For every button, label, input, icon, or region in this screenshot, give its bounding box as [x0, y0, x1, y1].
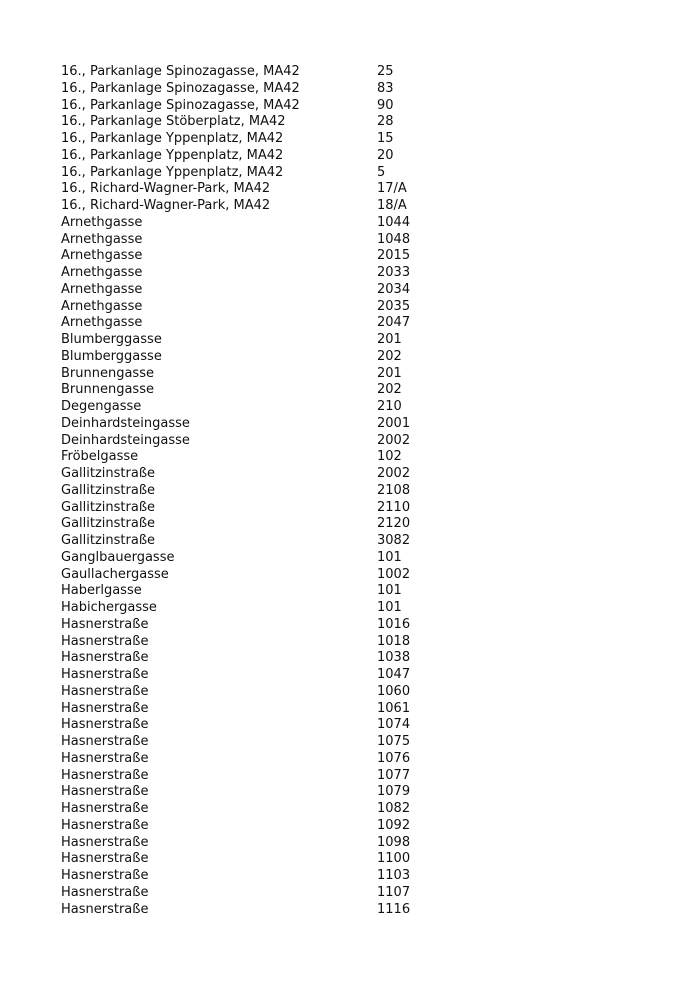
street-name-cell: Hasnerstraße — [61, 734, 149, 749]
table-row — [61, 466, 461, 483]
table-row — [61, 416, 461, 433]
street-name-cell: 16., Richard-Wagner-Park, MA42 — [61, 198, 271, 213]
table-row — [61, 265, 461, 282]
table-row — [61, 818, 461, 835]
street-name-cell: Brunnengasse — [61, 382, 154, 398]
table-row — [61, 449, 461, 466]
table-row — [61, 634, 461, 651]
house-number-cell: 17/A — [377, 181, 407, 197]
table-row — [61, 98, 461, 115]
table-row — [61, 550, 461, 567]
table-row — [61, 399, 461, 416]
table-row — [61, 198, 461, 215]
house-number-cell: 1075 — [377, 734, 411, 749]
house-number-cell: 101 — [377, 583, 402, 599]
house-number-cell: 5 — [377, 164, 386, 180]
house-number-cell: 2002 — [377, 466, 411, 481]
street-name-cell: Haberlgasse — [61, 583, 142, 599]
street-name-cell: Hasnerstraße — [61, 851, 149, 867]
table-row — [61, 784, 461, 801]
house-number-cell: 101 — [377, 600, 402, 615]
house-number-cell: 201 — [377, 332, 402, 347]
street-name-cell: 16., Parkanlage Spinozagasse, MA42 — [61, 80, 300, 96]
address-table — [61, 64, 461, 918]
street-name-cell: Arnethgasse — [61, 281, 143, 297]
street-name-cell: Gallitzinstraße — [61, 516, 156, 532]
street-name-cell: Hasnerstraße — [61, 667, 149, 682]
street-name-cell: Arnethgasse — [61, 298, 143, 314]
house-number-cell: 2015 — [377, 248, 411, 264]
table-row — [61, 684, 461, 701]
street-name-cell: Gallitzinstraße — [61, 466, 156, 481]
house-number-cell: 1082 — [377, 801, 411, 816]
house-number-cell: 101 — [377, 549, 402, 565]
table-row — [61, 650, 461, 667]
table-row — [61, 717, 461, 734]
house-number-cell: 2035 — [377, 298, 411, 314]
table-row — [61, 768, 461, 785]
table-row — [61, 215, 461, 232]
table-row — [61, 885, 461, 902]
table-row — [61, 382, 461, 399]
house-number-cell: 201 — [377, 365, 402, 381]
street-name-cell: 16., Parkanlage Yppenplatz, MA42 — [61, 147, 284, 163]
house-number-cell: 3082 — [377, 533, 411, 548]
street-name-cell: Blumberggasse — [61, 348, 162, 364]
table-row — [61, 433, 461, 450]
street-name-cell: 16., Parkanlage Stöberplatz, MA42 — [61, 114, 286, 130]
table-row — [61, 801, 461, 818]
house-number-cell: 2033 — [377, 265, 411, 280]
house-number-cell: 1107 — [377, 884, 411, 900]
street-name-cell: Hasnerstraße — [61, 717, 149, 733]
street-name-cell: 16., Parkanlage Spinozagasse, MA42 — [61, 97, 300, 113]
table-row — [61, 148, 461, 165]
table-row — [61, 516, 461, 533]
house-number-cell: 2001 — [377, 415, 411, 431]
street-name-cell: Hasnerstraße — [61, 616, 149, 632]
house-number-cell: 28 — [377, 114, 394, 130]
table-row — [61, 64, 461, 81]
street-name-cell: Deinhardsteingasse — [61, 415, 190, 431]
table-row — [61, 583, 461, 600]
table-row — [61, 181, 461, 198]
house-number-cell: 1092 — [377, 817, 411, 833]
street-name-cell: Arnethgasse — [61, 231, 143, 247]
table-row — [61, 734, 461, 751]
house-number-cell: 2110 — [377, 499, 411, 515]
table-row — [61, 232, 461, 249]
street-name-cell: Hasnerstraße — [61, 683, 149, 699]
table-row — [61, 483, 461, 500]
house-number-cell: 2108 — [377, 482, 411, 498]
street-name-cell: Gallitzinstraße — [61, 533, 156, 548]
house-number-cell: 2047 — [377, 315, 411, 331]
street-name-cell: Deinhardsteingasse — [61, 432, 190, 448]
table-row — [61, 81, 461, 98]
house-number-cell: 210 — [377, 399, 402, 414]
street-name-cell: Habichergasse — [61, 600, 157, 615]
street-name-cell: Hasnerstraße — [61, 784, 149, 800]
street-name-cell: Blumberggasse — [61, 332, 162, 347]
table-row — [61, 315, 461, 332]
table-row — [61, 567, 461, 584]
table-row — [61, 851, 461, 868]
table-row — [61, 500, 461, 517]
house-number-cell: 90 — [377, 97, 394, 113]
house-number-cell: 102 — [377, 449, 402, 465]
house-number-cell: 2002 — [377, 432, 411, 448]
street-name-cell: Arnethgasse — [61, 214, 143, 230]
table-row — [61, 114, 461, 131]
street-name-cell: Hasnerstraße — [61, 884, 149, 900]
house-number-cell: 1018 — [377, 633, 411, 649]
house-number-cell: 1100 — [377, 851, 411, 867]
house-number-cell: 25 — [377, 64, 394, 79]
house-number-cell: 1002 — [377, 566, 411, 582]
street-name-cell: Hasnerstraße — [61, 633, 149, 649]
table-row — [61, 533, 461, 550]
house-number-cell: 1098 — [377, 834, 411, 850]
table-row — [61, 165, 461, 182]
house-number-cell: 1038 — [377, 650, 411, 666]
street-name-cell: 16., Parkanlage Yppenplatz, MA42 — [61, 131, 284, 146]
street-name-cell: 16., Parkanlage Yppenplatz, MA42 — [61, 164, 284, 180]
house-number-cell: 1061 — [377, 700, 411, 716]
table-row — [61, 600, 461, 617]
street-name-cell: Hasnerstraße — [61, 750, 149, 766]
street-name-cell: Hasnerstraße — [61, 801, 149, 816]
street-name-cell: Fröbelgasse — [61, 449, 139, 465]
street-name-cell: Brunnengasse — [61, 365, 154, 381]
table-row — [61, 248, 461, 265]
table-row — [61, 667, 461, 684]
house-number-cell: 2034 — [377, 281, 411, 297]
street-name-cell: Gaullachergasse — [61, 566, 169, 582]
house-number-cell: 1060 — [377, 683, 411, 699]
house-number-cell: 1047 — [377, 667, 411, 682]
street-name-cell: Hasnerstraße — [61, 868, 149, 883]
table-row — [61, 282, 461, 299]
street-name-cell: 16., Richard-Wagner-Park, MA42 — [61, 181, 271, 197]
house-number-cell: 15 — [377, 131, 394, 146]
house-number-cell: 1048 — [377, 231, 411, 247]
house-number-cell: 1079 — [377, 784, 411, 800]
table-row — [61, 868, 461, 885]
street-name-cell: Degengasse — [61, 399, 142, 414]
house-number-cell: 1116 — [377, 901, 411, 917]
street-name-cell: Hasnerstraße — [61, 817, 149, 833]
street-name-cell: Ganglbauergasse — [61, 549, 175, 565]
house-number-cell: 1103 — [377, 868, 411, 883]
table-row — [61, 617, 461, 634]
house-number-cell: 1076 — [377, 750, 411, 766]
house-number-cell: 202 — [377, 382, 402, 398]
street-name-cell: Hasnerstraße — [61, 901, 149, 917]
street-name-cell: Hasnerstraße — [61, 834, 149, 850]
table-row — [61, 299, 461, 316]
table-row — [61, 751, 461, 768]
table-row — [61, 701, 461, 718]
table-row — [61, 902, 461, 919]
street-name-cell: Hasnerstraße — [61, 700, 149, 716]
house-number-cell: 1077 — [377, 767, 411, 783]
house-number-cell: 1016 — [377, 616, 411, 632]
street-name-cell: Gallitzinstraße — [61, 499, 156, 515]
house-number-cell: 1044 — [377, 214, 411, 230]
street-name-cell: 16., Parkanlage Spinozagasse, MA42 — [61, 64, 300, 79]
table-row — [61, 366, 461, 383]
street-name-cell: Arnethgasse — [61, 265, 143, 280]
house-number-cell: 1074 — [377, 717, 411, 733]
table-row — [61, 835, 461, 852]
table-row — [61, 332, 461, 349]
house-number-cell: 2120 — [377, 516, 411, 532]
house-number-cell: 20 — [377, 147, 394, 163]
table-row — [61, 131, 461, 148]
street-name-cell: Arnethgasse — [61, 315, 143, 331]
street-name-cell: Hasnerstraße — [61, 650, 149, 666]
street-name-cell: Gallitzinstraße — [61, 482, 156, 498]
street-name-cell: Hasnerstraße — [61, 767, 149, 783]
house-number-cell: 202 — [377, 348, 402, 364]
house-number-cell: 18/A — [377, 198, 407, 213]
table-row — [61, 349, 461, 366]
house-number-cell: 83 — [377, 80, 394, 96]
street-name-cell: Arnethgasse — [61, 248, 143, 264]
